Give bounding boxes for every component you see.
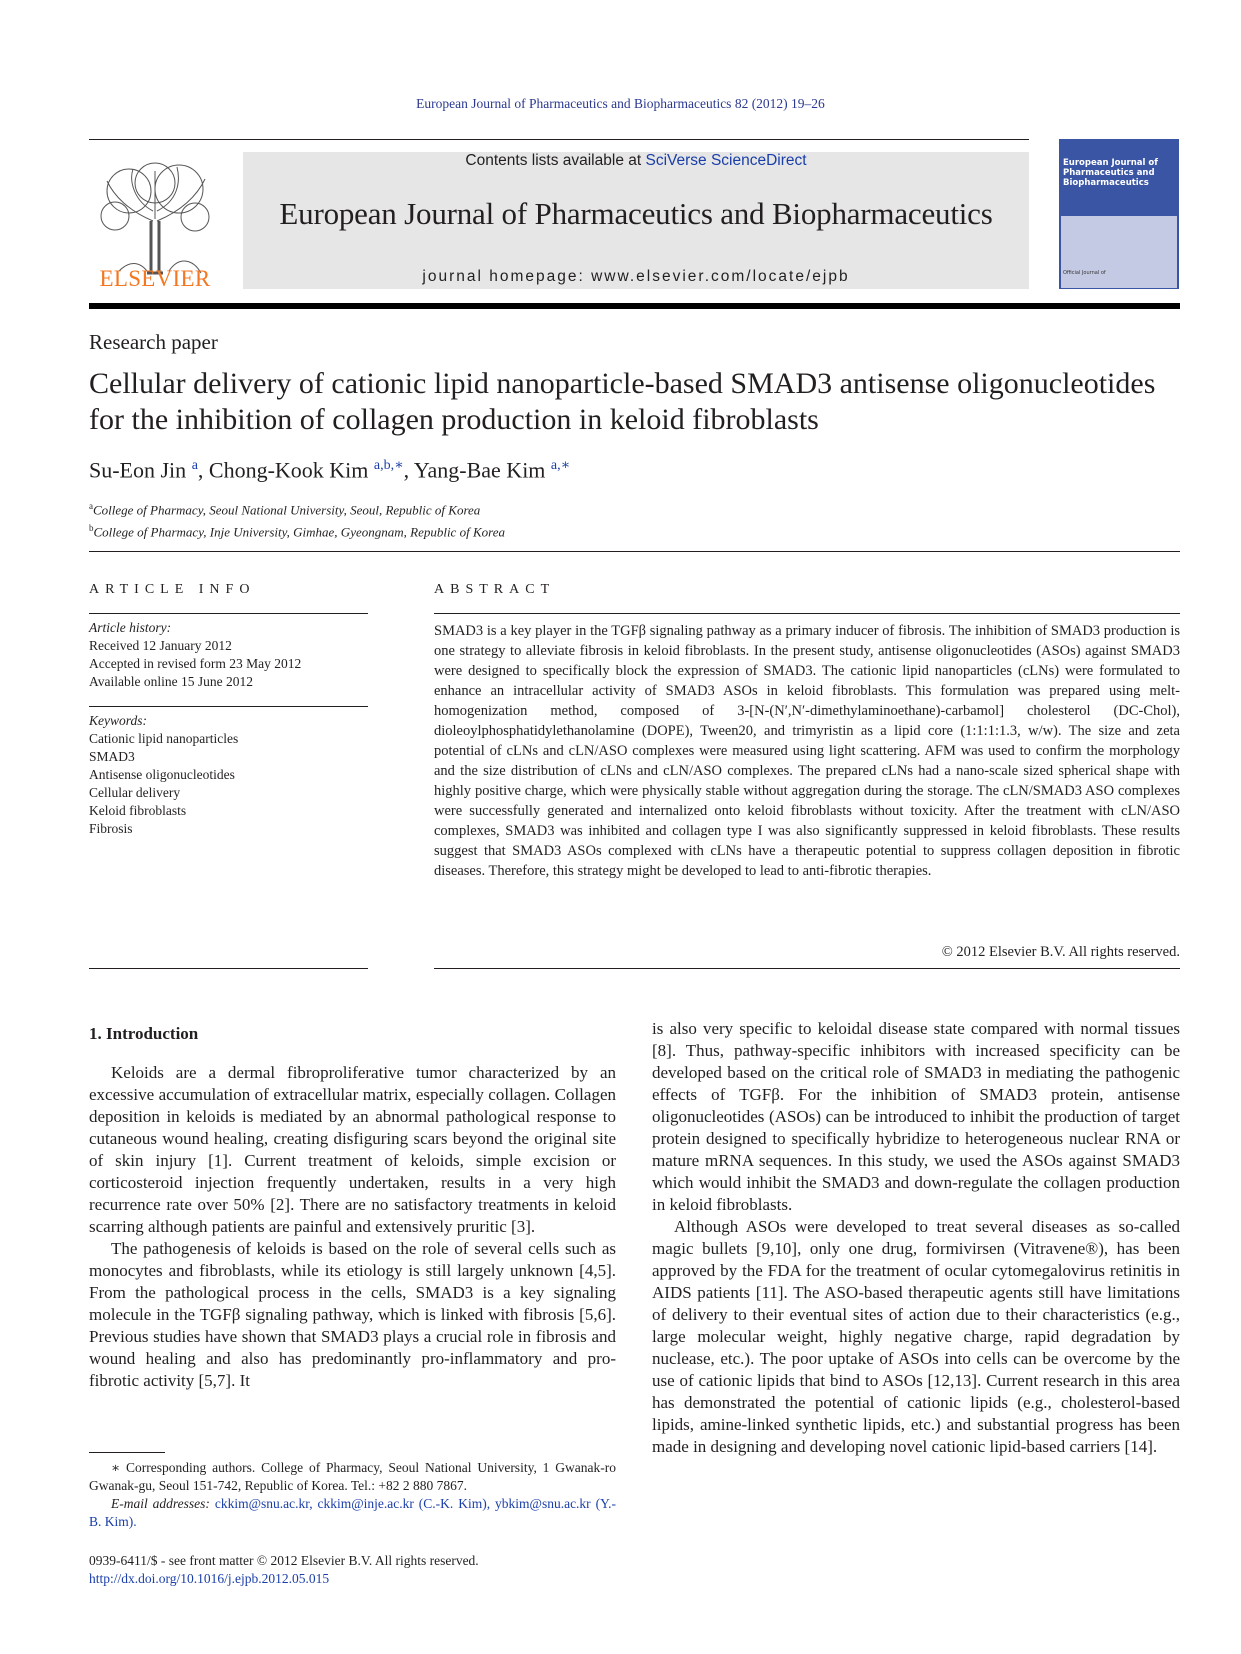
footnote-rule	[89, 1452, 165, 1453]
header-rule	[89, 139, 1029, 140]
affil-mark: a	[89, 501, 93, 511]
journal-title: European Journal of Pharmaceutics and Biopharmaceutics	[279, 196, 993, 231]
keywords-label: Keywords:	[89, 713, 147, 728]
author-affil-mark[interactable]: a,b,∗	[373, 458, 404, 473]
author-name[interactable]: Chong-Kook Kim	[208, 457, 369, 483]
history-received: Received 12 January 2012	[89, 638, 232, 653]
corresponding-note: ∗ Corresponding authors. College of Pharmacy, Seoul National University, 1 Gwanak-ro Gwanak-gu, Seoul 151-742, Republic of Korea. Tel.: +82 2 880 7867.	[89, 1460, 616, 1493]
article-title: Cellular delivery of cationic lipid nanoparticle-based SMAD3 antisense oligonucleotides for the inhibition of collagen production in keloid fibroblasts	[89, 367, 1156, 436]
journal-citation[interactable]: European Journal of Pharmaceutics and Biopharmaceutics 82 (2012) 19–26	[416, 96, 825, 111]
publisher-logo[interactable]: ELSEVIER	[99, 266, 211, 291]
article-type: Research paper	[89, 330, 218, 354]
issn-line: 0939-6411/$ - see front matter © 2012 Elsevier B.V. All rights reserved.	[89, 1553, 479, 1568]
abstract-rule	[434, 613, 1180, 614]
history-online: Available online 15 June 2012	[89, 674, 253, 689]
abstract-heading: ABSTRACT	[434, 582, 556, 597]
title-rule	[89, 551, 1180, 552]
contents-prefix: Contents lists available at	[465, 152, 646, 169]
keyword: Cationic lipid nanoparticles	[89, 731, 239, 746]
author-affil-mark[interactable]: a	[191, 458, 198, 473]
paragraph: Although ASOs were developed to treat several diseases as so-called magic bullets [9,10], only one drug, formivirsen (Vitravene®), has been approved by the FDA for the treatment of ocular cytomegalovirus retinitis in AIDS patients [11]. The ASO-based therapeutic agents still have limitations of delivery to their eventual sites of action due to their characteristics (e.g., large molecular weight, highly negative charge, rapid degradation by nuclease, etc.). The poor uptake of ASOs into cells can be overcome by the use of cationic lipids that bind to ASOs [12,13]. Current research in this area has demonstrated the potential of cationic lipids (e.g., cholesterol-based lipids, amine-linked synthetic lipids, etc.) and substantial progress has been made in designing and developing novel cationic lipid-based carriers [14].	[652, 1217, 1180, 1456]
affil-text: College of Pharmacy, Seoul National University, Seoul, Republic of Korea	[93, 502, 481, 518]
history-revised: Accepted in revised form 23 May 2012	[89, 656, 302, 671]
abstract-text: SMAD3 is a key player in the TGFβ signaling pathway as a primary inducer of fibrosis. The inhibition of SMAD3 production is one strategy to alleviate fibrosis in keloid fibroblasts. In the present study, antisense oligonucleotides (ASOs) against SMAD3 were designed to specifically block the expression of SMAD3. The cationic lipid nanoparticles (cLNs) were formulated to enhance an intracellular activity of SMAD3 ASOs in keloid fibroblasts. This formulation was prepared using melt-homogenization method, composed of 3-[N-(N′,N′-dimethylaminoethane)-carbamol] cholesterol (DC-Chol), dioleoylphosphatidylethanolamine (DOPE), Tween20, and trimyristin as a lipid core (1:1:1:1.3, w/w). The size and zeta potential of cLNs and cLN/ASO complexes were measured using light scattering. AFM was used to confirm the morphology and the size distribution of cLNs and cLN/ASO complexes. The prepared cLNs had a nano-scale sized spherical shape with highly positive charge, which were physically stable without aggregation during the storage. The cLN/SMAD3 ASO complexes were successfully generated and internalized onto keloid fibroblasts without toxicity. After the treatment with cLN/ASO complexes, SMAD3 was inhibited and collagen type I was also significantly suppressed in keloid fibroblasts. These results suggest that SMAD3 ASOs complexed with cLNs have a therapeutic potential to suppress collagen deposition in fibrotic diseases. Therefore, this strategy might be developed to lead to anti-fibrotic therapies.	[434, 623, 1180, 879]
author-list: Su-Eon Jin $^a$, Chong-Kook Kim $^{a,b,∗}$, Yang-Bae Kim $^{a,∗}$	[89, 457, 571, 483]
sciencedirect-link[interactable]: SciVerse ScienceDirect	[645, 152, 807, 169]
article-info-heading: ARTICLE INFO	[89, 582, 256, 597]
front-matter	[89, 1552, 479, 1588]
footnote	[89, 1459, 616, 1531]
author-affil-mark[interactable]: a,∗	[550, 458, 571, 473]
affil-text: College of Pharmacy, Inje University, Gimhae, Gyeongnam, Republic of Korea	[93, 524, 505, 540]
paragraph: Keloids are a dermal fibroproliferative tumor characterized by an excessive accumulation of extracellular matrix, especially collagen. Collagen deposition in keloids is mediated by an abnormal pathological response to cutaneous wound healing, creating disfiguring scars beyond the original site of skin injury [1]. Current treatment of keloids, simple excision or corticosteroid injection frequently undertaken, results in a very high recurrence rate over 50% [2]. There are no satisfactory treatments in keloid scarring although patients are painful and extensively pruritic [3].	[89, 1063, 616, 1236]
keyword: Fibrosis	[89, 821, 133, 836]
author-name[interactable]: Su-Eon Jin	[89, 457, 187, 483]
affiliation-a	[89, 497, 505, 519]
doi-link[interactable]: http://dx.doi.org/10.1016/j.ejpb.2012.05.015	[89, 1571, 330, 1586]
left-column	[89, 1062, 616, 1392]
right-column	[652, 1018, 1180, 1458]
contents-line	[243, 152, 1029, 170]
affiliations	[89, 497, 505, 542]
affil-mark: b	[89, 523, 94, 534]
keyword: Cellular delivery	[89, 785, 181, 800]
paragraph: The pathogenesis of keloids is based on the role of several cells such as monocytes and fibroblasts, while its etiology is still largely unknown [4,5]. From the pathological process in the cells, SMAD3 is a key signaling molecule in the TGFβ signaling pathway, which is linked with fibrosis [5,6]. Previous studies have shown that SMAD3 plays a crucial role in fibrosis and wound healing and also has predominantly pro-inflammatory and pro-fibrotic activity [5,7]. It	[89, 1239, 616, 1390]
journal-cover-title: European Journal of Pharmaceutics and Biopharmaceutics	[1063, 158, 1158, 188]
keyword: Keloid fibroblasts	[89, 803, 187, 818]
keyword: SMAD3	[89, 749, 135, 764]
info-rule	[89, 613, 368, 614]
abstract-bottom-rule	[434, 968, 1180, 969]
info-rule	[89, 706, 368, 707]
info-bottom-rule	[89, 968, 368, 969]
email-label: E-mail addresses:	[111, 1496, 210, 1511]
paragraph: is also very specific to keloidal disease state compared with normal tissues [8]. Thus, pathway-specific inhibitors with increased specificity can be developed based on the critical role of SMAD3 in mediating the pathogenic effects of TGFβ. For the inhibition of SMAD3 protein, antisense oligonucleotides (ASOs) can be introduced to inhibit the production of target protein designed to specifically hybridize to heterogeneous nuclear RNA or mature mRNA sequences. In this study, we used the ASOs against SMAD3 which would inhibit the SMAD3 and down-regulate the collagen production in keloid fibroblasts.	[652, 1019, 1180, 1214]
abstract-copyright: © 2012 Elsevier B.V. All rights reserved.	[941, 944, 1180, 960]
journal-homepage[interactable]: journal homepage: www.elsevier.com/locate/ejpb	[422, 268, 850, 285]
keyword: Antisense oligonucleotides	[89, 767, 235, 782]
journal-cover-band	[1061, 216, 1177, 288]
email-addresses[interactable]: ckkim@snu.ac.kr, ckkim@inje.ac.kr (C.-K. Kim), ybkim@snu.ac.kr (Y.-B. Kim).	[89, 1496, 616, 1529]
history-label: Article history:	[89, 620, 172, 635]
journal-cover-sub: Official Journal of	[1063, 270, 1106, 276]
article-history	[89, 619, 368, 691]
header-thick-rule	[89, 303, 1180, 309]
keywords	[89, 712, 368, 838]
affiliation-b	[89, 519, 505, 541]
section-heading: 1. Introduction	[89, 1024, 199, 1043]
author-name[interactable]: Yang-Bae Kim	[413, 457, 546, 483]
